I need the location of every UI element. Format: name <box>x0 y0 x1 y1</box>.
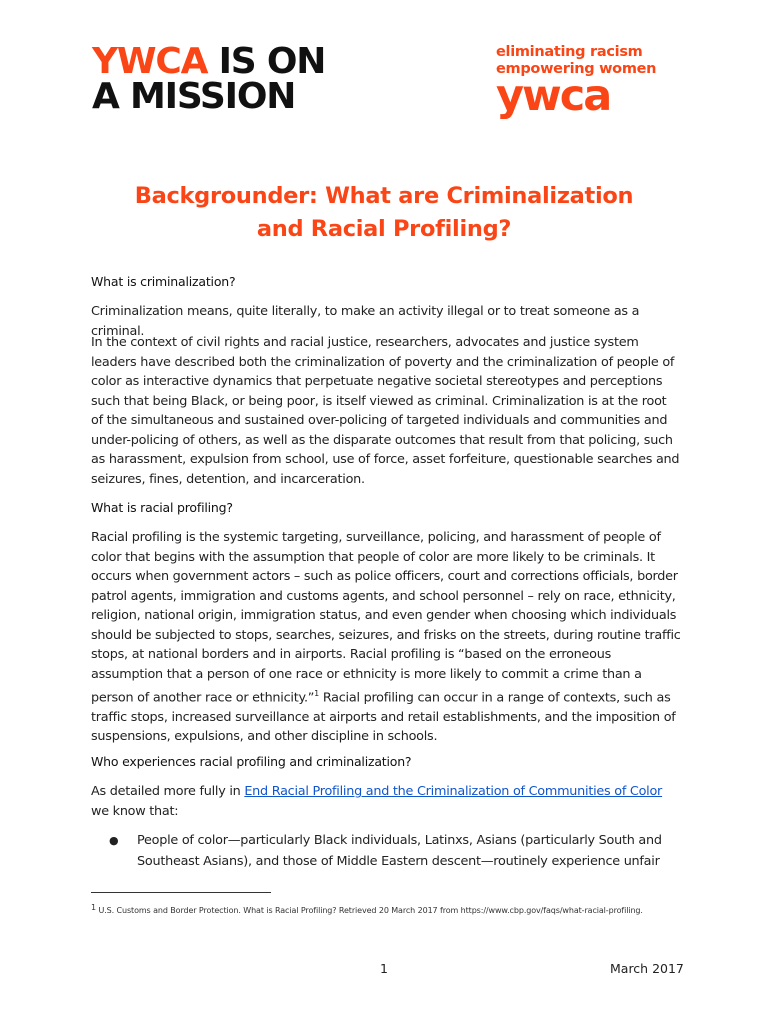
title-line2: and Racial Profiling? <box>256 216 512 242</box>
footnote-divider <box>91 892 271 893</box>
para-criminalization-context: In the context of civil rights and racial justice, researchers, advocates and justice system leaders have described both the criminalization of poverty and the criminalization of people of color as interactive dynamics that perpetuate negative societal stereotypes and perceptions such that being Black, or being poor, is itself viewed as criminal. Criminalization is at the root of the simultaneous and sustained over-policing of targeted individuals and communities and under-policing of others, as well as the disparate outcomes that result from that policing, such as harassment, expulsion from school, use of force, asset forfeiture, questionable searches and seizures, fines, detention, and incarceration. <box>91 335 680 487</box>
ywca-mission-logo <box>92 41 326 117</box>
intro-text-before: As detailed more fully in <box>91 784 245 799</box>
tagline-line1: eliminating racism <box>496 44 643 60</box>
para-criminalization-definition: Criminalization means, quite literally, to make an activity illegal or to treat someone as a criminal. <box>91 304 640 339</box>
logo-brand-text: YWCA <box>92 41 208 82</box>
list-item <box>109 830 669 872</box>
footnote-number: 1 <box>91 903 96 912</box>
intro-text-after: we know that: <box>91 803 179 819</box>
profiling-text-tail: Racial profiling can occur in a range of contexts, such as traffic stops, increased surveillance at airports and retail establishments, and the imposition of suspensions, expulsions, and other discipline in schools. <box>91 690 676 745</box>
logo-line1-text: IS ON <box>207 41 326 82</box>
para-who-intro <box>91 782 681 821</box>
heading-criminalization: What is criminalization? <box>91 274 236 289</box>
para-racial-profiling <box>91 528 681 747</box>
profiling-text: Racial profiling is the systemic targeting, surveillance, policing, and harassment of people of color that begins with the assumption that people of color are more likely to be criminals. It occurs when government actors – such as police officers, court and corrections officials, border patrol agents, immigration and customs agents, and school personnel – rely on race, ethnicity, religion, national origin, immigration status, and even gender when choosing which individuals should be subjected to stops, searches, seizures, and frisks on the streets, during routine traffic stops, at national borders and in airports. Racial profiling is “based on the erroneous assumption that a person of one race or ethnicity is more likely to commit a crime than a person of another race or ethnicity.” <box>91 530 681 706</box>
footnote <box>91 903 691 915</box>
heading-racial-profiling: What is racial profiling? <box>91 500 233 515</box>
heading-who-experiences: Who experiences racial profiling and criminalization? <box>91 754 412 769</box>
bullet-text: People of color—particularly Black individuals, Latinxs, Asians (particularly South and Southeast Asians), and those of Middle Eastern descent—routinely experience unfair <box>137 833 662 869</box>
ywca-tagline-logo <box>496 44 657 121</box>
tagline-line2: empowering women <box>496 61 657 77</box>
bullet-icon: ● <box>109 834 119 847</box>
ywca-wordmark: ywca <box>496 71 611 121</box>
footnote-text: U.S. Customs and Border Protection. What is Racial Profiling? Retrieved 20 March 2017 from https://www.cbp.gov/faqs/what-racial-profiling. <box>96 906 643 915</box>
title-line1: Backgrounder: What are Criminalization <box>134 183 634 209</box>
document-title <box>60 180 708 246</box>
document-date: March 2017 <box>610 961 684 976</box>
page-number: 1 <box>380 961 388 976</box>
footnote-reference[interactable]: 1 <box>314 689 319 698</box>
end-racial-profiling-link[interactable]: End Racial Profiling and the Criminalization of Communities of Color <box>244 784 663 799</box>
logo-line2-text: A MISSION <box>92 76 296 117</box>
